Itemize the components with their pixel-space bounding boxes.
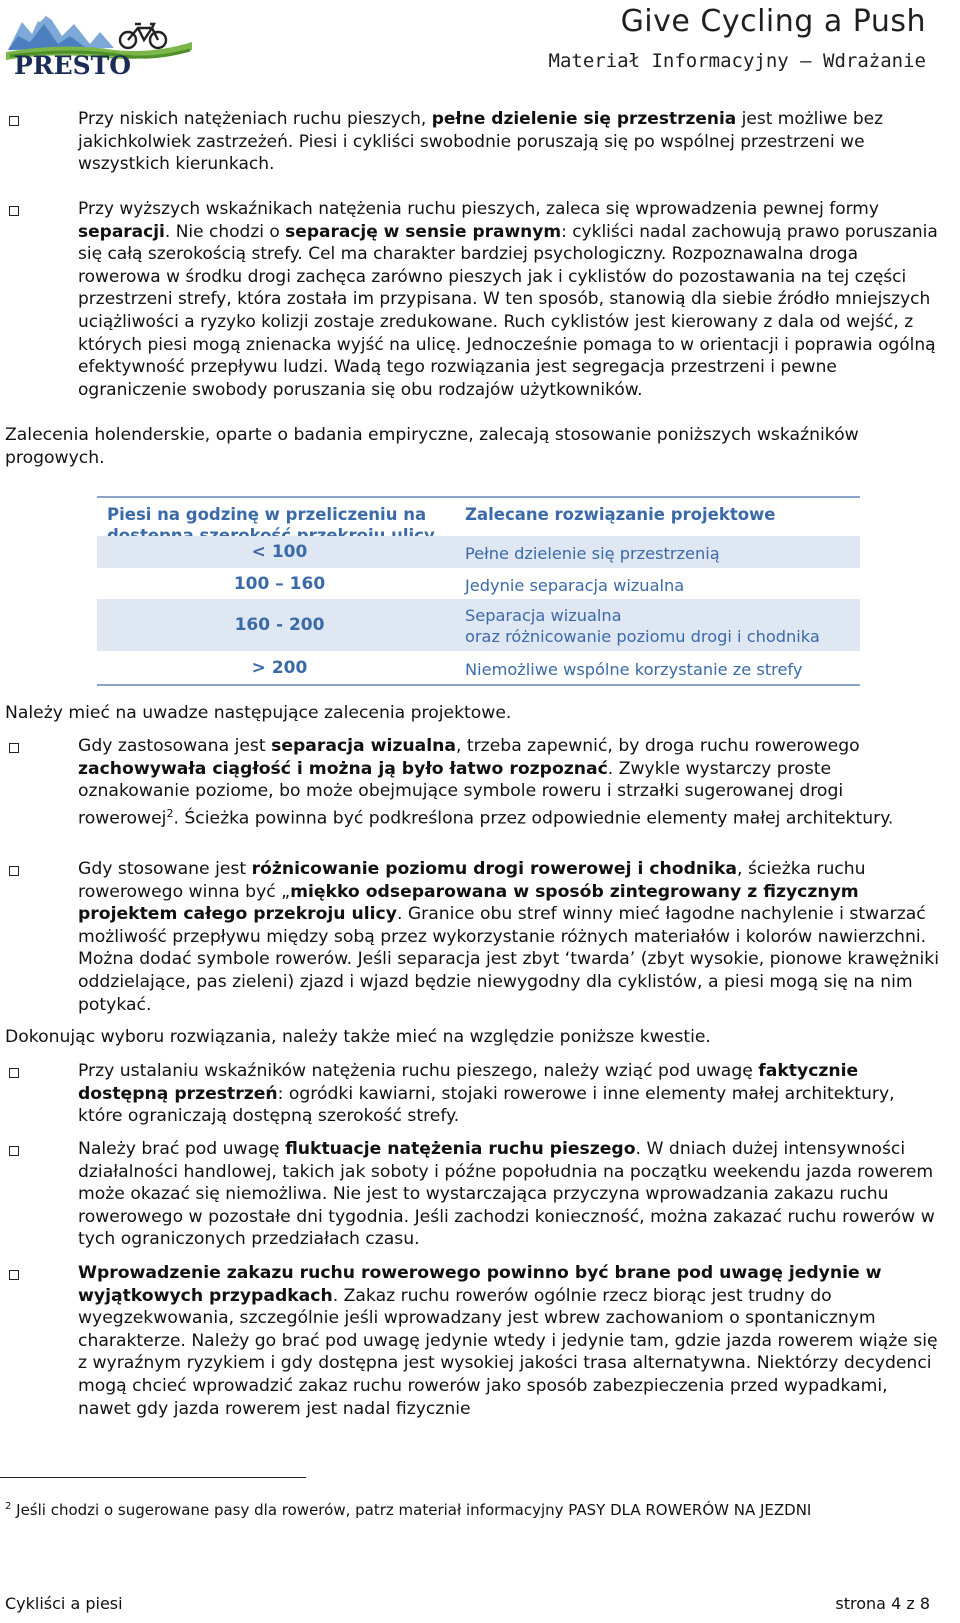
- footnote-separator: [0, 1477, 306, 1478]
- footer-page-number: strona 4 z 8: [835, 1594, 930, 1613]
- footnote-text: Jeśli chodzi o sugerowane pasy dla rowerów, patrz materiał informacyjny PASY DLA ROWERÓW NA JEZDNI: [11, 1501, 812, 1519]
- table-cell-solution-line: Separacja wizualna: [465, 606, 622, 625]
- text-run: , ścieżka ruchu rowerowego winna być „: [78, 859, 866, 902]
- text-run: : ogródki kawiarni, stojaki rowerowe i inne elementy małej architektury, które ograniczają dostępną szerokość strefy.: [78, 1083, 895, 1127]
- table-header-col1: Piesi na godzinę w przeliczeniu na: [107, 505, 427, 524]
- table-top-rule: [97, 496, 860, 498]
- text-run: . Ścieżka powinna być podkreślona przez odpowiednie elementy małej architektury.: [173, 808, 894, 829]
- table-cell-solution: Niemożliwe wspólne korzystanie ze strefy: [465, 660, 803, 679]
- emphasis: pełne dzielenie się przestrzenia: [431, 109, 737, 129]
- emphasis: fluktuacje natężenia ruchu pieszego: [285, 1139, 636, 1159]
- paragraph: Dokonując wyboru rozwiązania, należy także mieć na względzie poniższe kwestie.: [5, 1027, 711, 1047]
- table-bottom-rule: [97, 684, 860, 686]
- bullet-box-icon: [9, 1270, 19, 1280]
- table-header-col2: Zalecane rozwiązanie projektowe: [465, 505, 776, 524]
- bullet-box-icon: [9, 743, 19, 753]
- table-row: [97, 536, 860, 568]
- header-subtitle: Materiał Informacyjny – Wdrażanie: [548, 50, 926, 72]
- table-cell-range: 100 – 160: [233, 574, 326, 594]
- footer-section-title: Cykliści a piesi: [5, 1594, 123, 1613]
- table-cell-solution: Jedynie separacja wizualna: [465, 576, 685, 595]
- presto-logo: [4, 2, 194, 78]
- table-row: [97, 651, 860, 684]
- table-row: [97, 568, 860, 599]
- emphasis: zachowywała ciągłość i można ją było łatwo rozpoznać: [78, 758, 608, 779]
- bullet-box-icon: [9, 116, 19, 126]
- text-run: Gdy stosowane jest: [78, 859, 252, 879]
- bullet-box-icon: [9, 866, 19, 876]
- emphasis: różnicowanie poziomu drogi rowerowej i chodnika: [251, 859, 738, 879]
- text-run: . Nie chodzi o: [164, 221, 286, 242]
- text-run: Przy niskich natężeniach ruchu pieszych,: [78, 109, 432, 129]
- table-row: [97, 599, 860, 651]
- bullet-text: [78, 198, 940, 401]
- emphasis: miękko odseparowana w sposób zintegrowany z fizycznym projektem całego przekroju ulicy: [78, 881, 859, 925]
- bullet-box-icon: [9, 206, 19, 216]
- text-run: . Zakaz ruchu rowerów ogólnie rzecz biorąc jest trudny do wyegzekwowania, szczególnie jeśli wprowadzany jest wbrew zachowaniom o spontanicznym charakterze. Należy go brać pod uwagę jedynie wtedy i jedynie tam, gdzie jazda rowerem wiąże się z wyraźnym ryzykiem i gdy dostępna jest wysokiej jakości trasa alternatywna. Niektórzy decydenci mogą chcieć wprowadzić zakaz ruchu rowerów jako sposób zabezpieczenia przed wypadkami, nawet gdy jazda rowerem jest nadal fizycznie: [78, 1285, 938, 1419]
- table-cell-range: 160 - 200: [234, 615, 325, 635]
- text-run: Gdy zastosowana jest: [78, 736, 272, 756]
- text-run: Przy wyższych wskaźnikach natężenia ruchu pieszych, zaleca się wprowadzenia pewnej formy: [78, 199, 879, 219]
- table-cell-solution-line: oraz różnicowanie poziomu drogi i chodnika: [465, 627, 820, 646]
- header-title: Give Cycling a Push: [620, 4, 926, 39]
- emphasis: faktycznie dostępną przestrzeń: [78, 1061, 859, 1104]
- text-run: Należy brać pod uwagę: [78, 1139, 286, 1159]
- text-run: : cykliści nadal zachowują prawo poruszania się całą szerokością strefy. Cel ma charakter bardziej psychologiczny. Rozpoznawalna droga rowerowa w środku drogi zachęca zarówno pieszych jak i cyklistów do pozostawania na tej części przestrzeni strefy, która została im przypisana. W ten sposób, stanowią dla siebie źródło mniejszych uciążliwości a ryzyko kolizji zostaje zredukowane. Ruch cyklistów jest kierowany z dala od wejść, z których piesi mogą znienacka wyjść na ulicę. Jednocześnie pomaga to w orientacji i poprawia ogólną efektywność przepływu ludzi. Wadą tego rozwiązania jest segregacja przestrzeni i pewne ograniczenie swobody poruszania się obu rodzajów użytkowników.: [78, 221, 938, 400]
- table-cell-range: < 100: [251, 542, 308, 562]
- emphasis: separacja wizualna: [271, 736, 456, 756]
- text-run: jest możliwe bez jakichkolwiek zastrzeżeń. Piesi i cykliści swobodnie poruszają się po wspólnej przestrzeni we wszystkich kierunkach.: [78, 109, 884, 175]
- text-run: Przy ustalaniu wskaźników natężenia ruchu pieszego, należy wziąć pod uwagę: [78, 1061, 759, 1081]
- presto-logo-graphic: [4, 2, 194, 78]
- bullet-text: [78, 858, 940, 1016]
- bullet-box-icon: [9, 1146, 19, 1156]
- table-cell-range: > 200: [251, 658, 308, 678]
- bullet-text: [78, 108, 940, 176]
- emphasis: Wprowadzenie zakazu ruchu rowerowego powinno być brane pod uwagę jedynie w wyjątkowych przypadkach: [78, 1263, 882, 1306]
- presto-logo-text: PRESTO: [14, 51, 132, 78]
- text-run: . Zwykle wystarczy proste oznakowanie poziome, bo może obejmujące symbole roweru i strzałki sugerowanej drogi rowerowej: [78, 758, 844, 829]
- paragraph: Zalecenia holenderskie, oparte o badania empiryczne, zalecają stosowanie poniższych wskaźników progowych.: [5, 425, 859, 468]
- table-cell-solution: [465, 605, 860, 647]
- bullet-text: [78, 1060, 940, 1128]
- text-run: , trzeba zapewnić, by droga ruchu rowerowego: [455, 736, 860, 756]
- emphasis: separację w sensie prawnym: [285, 221, 562, 242]
- text-run: . Granice obu stref winny mieć łagodne nachylenie i stwarzać możliwość przepływu między sobą przez wykorzystanie różnych materiałów i kolorów nawierzchni. Można dodać symbole rowerów. Jeśli separacja jest zbyt ‘twarda’ (zbyt wysokie, pionowe krawężniki oddzielające, pas zieleni) zjazd i wjazd będzie niewygodny dla cyklistów, a piesi mogą się na nim potykać.: [78, 904, 939, 1015]
- emphasis: separacji: [78, 221, 165, 242]
- paragraph: Należy mieć na uwadze następujące zalecenia projektowe.: [5, 703, 512, 723]
- table-cell-solution: Pełne dzielenie się przestrzenią: [465, 544, 720, 563]
- bullet-text: [78, 735, 940, 830]
- bullet-text: [78, 1262, 940, 1420]
- footnote-ref: 2: [166, 806, 174, 820]
- text-run: . W dniach dużej intensywności działalności handlowej, takich jak soboty i późne popołudnia na początku weekendu jazda rowerem może okazać się niemożliwa. Nie jest to wystarczająca przyczyna wprowadzania zakazu ruchu rowerowego w pozostałe dni tygodnia. Jeśli zachodzi konieczność, można zakazać ruchu rowerów w tych ograniczonych przedziałach czasu.: [78, 1139, 935, 1250]
- footnote: [5, 1501, 811, 1519]
- bullet-box-icon: [9, 1068, 19, 1078]
- bullet-text: [78, 1138, 940, 1251]
- footnote-number: 2: [5, 1501, 12, 1512]
